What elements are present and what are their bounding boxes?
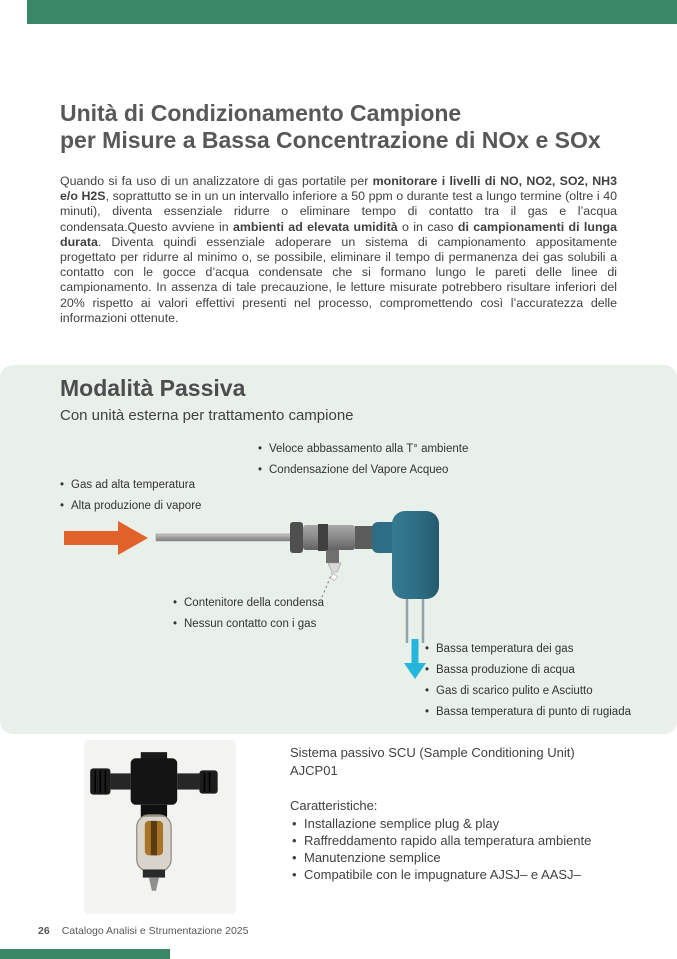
bullet-icon: • bbox=[60, 479, 65, 491]
bullet-icon: • bbox=[258, 443, 263, 455]
filter-unit-illustration bbox=[84, 740, 236, 914]
bullet-icon: • bbox=[258, 463, 263, 476]
feature-text: Manutenzione semplice bbox=[304, 849, 441, 865]
feature-item bbox=[290, 832, 630, 849]
cooling-unit bbox=[372, 511, 439, 599]
bullet-icon: • bbox=[173, 617, 178, 630]
diagram-condensate-labels bbox=[173, 593, 324, 634]
feature-text: Compatibile con le impugnature AJSJ– e AASJ– bbox=[304, 866, 581, 882]
intro-segment-bold: di campionamenti di lunga durata bbox=[60, 219, 617, 249]
intro-segment-bold: ambienti ad elevata umidità bbox=[232, 219, 398, 234]
feature-item bbox=[290, 849, 630, 866]
feature-item bbox=[290, 866, 630, 883]
passive-mode-section bbox=[0, 365, 677, 734]
diagram-label-text: Condensazione del Vapore Acqueo bbox=[269, 463, 449, 476]
diagram-label-text: Gas di scarico pulito e Asciutto bbox=[436, 685, 593, 697]
diagram-label-text: Gas ad alta temperatura bbox=[71, 479, 196, 491]
diagram-right-labels bbox=[425, 639, 631, 723]
bullet-icon: • bbox=[425, 664, 430, 676]
bullet-icon: • bbox=[292, 866, 297, 882]
diagram-label bbox=[173, 593, 324, 614]
bullet-icon: • bbox=[425, 706, 430, 718]
feature-text: Raffreddamento rapido alla temperatura ambiente bbox=[304, 832, 592, 848]
bullet-icon: • bbox=[292, 832, 297, 848]
diagram-label-text: Bassa temperatura di punto di rugiada bbox=[436, 706, 631, 718]
diagram-label-text: Nessun contatto con i gas bbox=[184, 617, 317, 630]
diagram-label bbox=[425, 702, 631, 723]
filter-bowl bbox=[137, 805, 171, 891]
bullet-icon: • bbox=[425, 685, 430, 697]
diagram-label bbox=[258, 460, 468, 481]
diagram-label-text: Contenitore della condensa bbox=[184, 597, 325, 609]
cool-gas-arrow-icon bbox=[404, 639, 426, 679]
page-title-line1: Unità di Condizionamento Campione bbox=[60, 100, 462, 126]
feature-item bbox=[290, 815, 630, 832]
diagram-label bbox=[60, 475, 201, 496]
sample-tube bbox=[156, 534, 304, 541]
intro-segment: Quando si fa uso di un analizzatore di gas portatile per bbox=[60, 174, 373, 188]
page-number: 26 bbox=[38, 925, 50, 937]
diagram-top-labels bbox=[258, 439, 468, 480]
passive-section-heading: Modalità Passiva bbox=[60, 375, 246, 401]
diagram-label bbox=[425, 681, 631, 702]
bullet-icon: • bbox=[173, 597, 178, 609]
diagram-label bbox=[173, 614, 324, 635]
page-footer bbox=[38, 925, 248, 937]
product-title: Sistema passivo SCU (Sample Conditioning Unit) bbox=[290, 745, 575, 760]
diagram-label-text: Veloce abbassamento alla T° ambiente bbox=[269, 443, 469, 455]
bullet-icon: • bbox=[60, 499, 65, 512]
page-title-line2: per Misure a Bassa Concentrazione di NOx e SOx bbox=[60, 127, 601, 153]
diagram-label-text: Bassa temperatura dei gas bbox=[436, 643, 574, 655]
intro-segment: , soprattutto se in un un intervallo inferiore a 50 ppm o durante test a lungo termine (oltre i 40 minuti), diventa essenziale ridurre o eliminare tempo di contatto tra il gas e l’acqua condensata.Questo avviene in bbox=[60, 189, 617, 234]
condensate-drop-icon bbox=[330, 573, 337, 580]
diagram-label bbox=[258, 439, 468, 460]
intro-segment: o in caso bbox=[397, 219, 458, 234]
bottom-accent-bar bbox=[0, 949, 170, 959]
intro-segment: . Diventa quindi essenziale adoperare un sistema di campionamento appositamente progettato per ridurre al minimo o, se possibile, eliminare il tempo di permanenza dei gas solubili a contatto con le gocce d’acqua condensate che si formano lungo le pareti delle linee di campionamento. In assenza di tale precauzione, le letture misurate potrebbero risultare inferiori del 20% rispetto ai valori effettivi presenti nel processo, compromettendo così l’accuratezza delle informazioni ottenute. bbox=[60, 234, 617, 325]
passive-section-subheading: Con unità esterna per trattamento campione bbox=[60, 407, 354, 424]
filter-head bbox=[90, 752, 217, 805]
hot-gas-arrow-icon bbox=[64, 521, 148, 555]
page-title bbox=[60, 100, 601, 154]
diagram-label bbox=[425, 660, 631, 681]
footer-text: Catalogo Analisi e Strumentazione 2025 bbox=[61, 925, 249, 937]
features-label: Caratteristiche: bbox=[290, 798, 378, 813]
diagram-label bbox=[425, 639, 631, 660]
condensation-fitting bbox=[290, 522, 375, 581]
top-accent-bar bbox=[27, 0, 677, 24]
diagram-label-text: Bassa produzione di acqua bbox=[436, 664, 575, 676]
feature-text: Installazione semplice plug & play bbox=[304, 815, 500, 831]
product-code: AJCP01 bbox=[290, 762, 338, 778]
bullet-icon: • bbox=[425, 643, 430, 655]
product-photo bbox=[84, 740, 236, 914]
intro-segment-bold: monitorare i livelli di NO, NO2, SO2, NH3 e/o H2S bbox=[60, 174, 617, 204]
diagram-label-text: Alta produzione di vapore bbox=[71, 499, 202, 512]
intro-paragraph bbox=[60, 174, 617, 326]
features-list bbox=[290, 815, 630, 883]
bullet-icon: • bbox=[292, 815, 297, 831]
outlet-tubes bbox=[407, 599, 423, 643]
bullet-icon: • bbox=[292, 849, 297, 865]
product-description bbox=[290, 744, 630, 883]
